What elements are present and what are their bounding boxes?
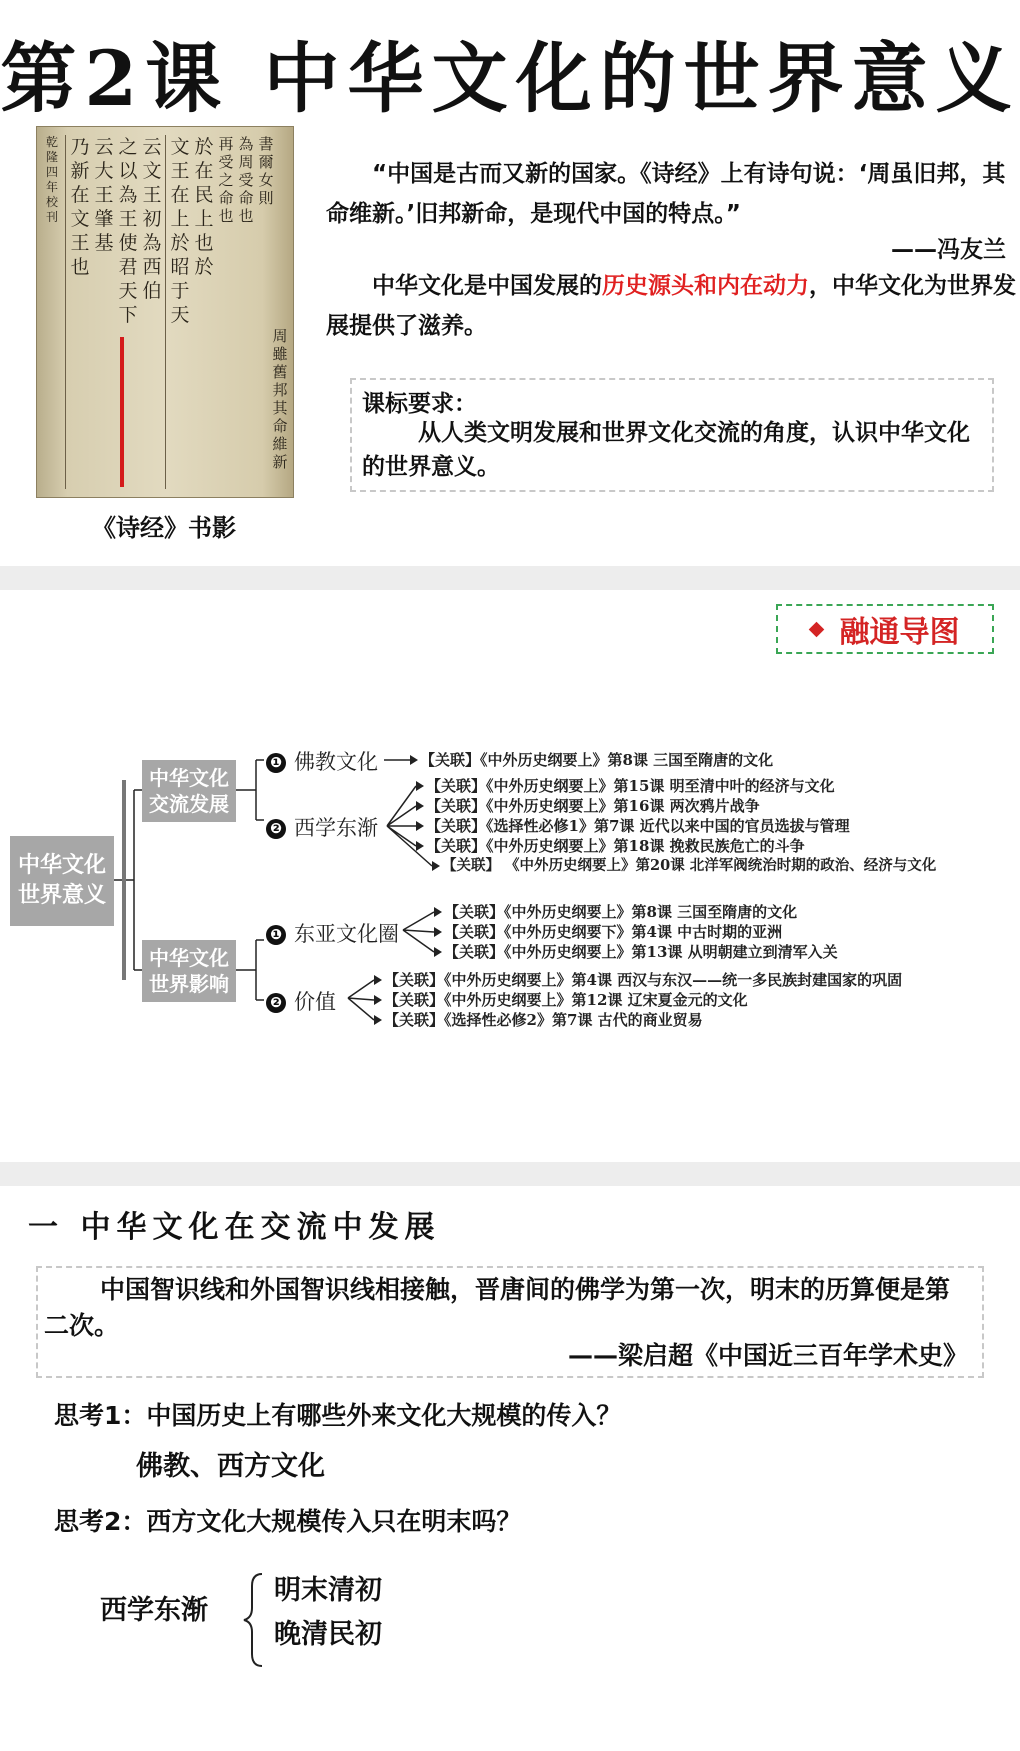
relation-item: 【关联】《中外历史纲要上》第8课 三国至隋唐的文化 <box>444 903 798 921</box>
page-title: 第2课 中华文化的世界意义 <box>0 34 1020 123</box>
book-column: 乾隆四年校刊 <box>45 135 58 224</box>
number-two-icon: ❷ <box>266 993 286 1013</box>
sub-label: 西学东渐 <box>294 816 378 840</box>
section-divider <box>0 1162 1020 1186</box>
number-two-icon: ❷ <box>266 819 286 839</box>
relation-item: 【关联】《中外历史纲要上》第16课 两次鸦片战争 <box>426 797 760 815</box>
relation-item: 【关联】《中外历史纲要上》第4课 西汉与东汉——统一多民族封建国家的巩固 <box>384 971 903 989</box>
answer-2-label: 西学东渐 <box>100 1595 208 1626</box>
question-1: 思考1：中国历史上有哪些外来文化大规模的传入？ <box>54 1401 622 1430</box>
section-heading: 一 中华文化在交流中发展 <box>28 1210 441 1245</box>
book-column: 之以為王使君天下 <box>118 136 138 326</box>
mindmap-sub-east-asia <box>266 918 399 948</box>
relation-item: 【关联】《中外历史纲要上》第15课 明至清中叶的经济与文化 <box>426 777 835 795</box>
mindmap-branch-exchange: 中华文化交流发展 <box>142 760 236 822</box>
relation-item: 【关联】 《中外历史纲要上》第20课 北洋军阀统治时期的政治、经济与文化 <box>442 857 937 874</box>
intro-text: 中华文化是中国发展的 <box>372 273 602 299</box>
book-column: 於在民上也於 <box>194 136 214 278</box>
mindmap-sub-western-learning <box>266 812 378 842</box>
relation-item: 【关联】《中外历史纲要上》第18课 挽救民族危亡的斗争 <box>426 837 805 855</box>
book-image-caption: 《诗经》书影 <box>92 514 236 542</box>
badge-label: 融通导图 <box>839 615 960 650</box>
mindmap-root: 中华文化世界意义 <box>10 836 114 926</box>
book-column: 乃新在文王也 <box>70 136 90 278</box>
sub-label: 东亚文化圈 <box>294 922 399 946</box>
standard-label: 课标要求： <box>362 391 477 417</box>
book-column: 文王在上於昭于天 <box>170 136 190 326</box>
quote-attribution: ——冯友兰 <box>891 237 1006 263</box>
feng-youlan-quote: “中国是古而又新的国家。《诗经》上有诗句说：‘周虽旧邦，其命维新。’旧邦新命，是现代中国的特点。” <box>326 161 1006 227</box>
mindmap-branch-influence: 中华文化世界影响 <box>142 940 236 1002</box>
number-one-icon: ❶ <box>266 925 286 945</box>
book-column: 云文王初為西伯 <box>142 136 162 302</box>
relation-item: 【关联】《中外历史纲要上》第13课 从明朝建立到清军入关 <box>444 943 838 961</box>
liang-qichao-quote: 中国智识线和外国智识线相接触，晋唐间的佛学为第一次，明末的历算便是第二次。 <box>44 1275 951 1340</box>
relation-item: 【关联】《中外历史纲要上》第12课 辽宋夏金元的文化 <box>384 991 748 1009</box>
intro-text: ，中华文化为世界发展提供了滋养。 <box>326 273 1016 339</box>
standard-text: 从人类文明发展和世界文化交流的角度，认识中华文化的世界意义。 <box>362 420 970 480</box>
book-column: 周雖舊邦其命維新 <box>272 327 288 471</box>
mindmap-sub-value <box>266 986 336 1016</box>
sub-label: 价值 <box>294 990 336 1014</box>
relation-item: 【关联】《中外历史纲要下》第4课 中古时期的亚洲 <box>444 923 783 941</box>
book-column: 云大王肇基 <box>94 136 114 254</box>
brace-icon <box>240 1570 270 1670</box>
book-column: 書爾女則 <box>258 135 274 207</box>
book-column: 為周受命也 <box>238 135 254 225</box>
mindmap-sub-buddhism <box>266 746 378 776</box>
book-column: 再受之命也 <box>218 135 234 225</box>
answer-2-item: 晚清民初 <box>274 1619 382 1650</box>
relation-item: 【关联】《中外历史纲要上》第8课 三国至隋唐的文化 <box>420 751 774 769</box>
sub-label: 佛教文化 <box>294 750 378 774</box>
number-one-icon: ❶ <box>266 753 286 773</box>
relation-item: 【关联】《选择性必修2》第7课 古代的商业贸易 <box>384 1011 703 1029</box>
answer-2-item: 明末清初 <box>274 1575 382 1606</box>
question-2: 思考2：西方文化大规模传入只在明末吗？ <box>54 1507 522 1536</box>
relation-item: 【关联】《选择性必修1》第7课 近代以来中国的官员选拔与管理 <box>426 817 850 835</box>
quote-attribution: ——梁启超《中国近三百年学术史》 <box>567 1341 968 1370</box>
answer-1: 佛教、西方文化 <box>136 1451 325 1482</box>
highlight-text: 历史源头和内在动力 <box>602 273 809 299</box>
